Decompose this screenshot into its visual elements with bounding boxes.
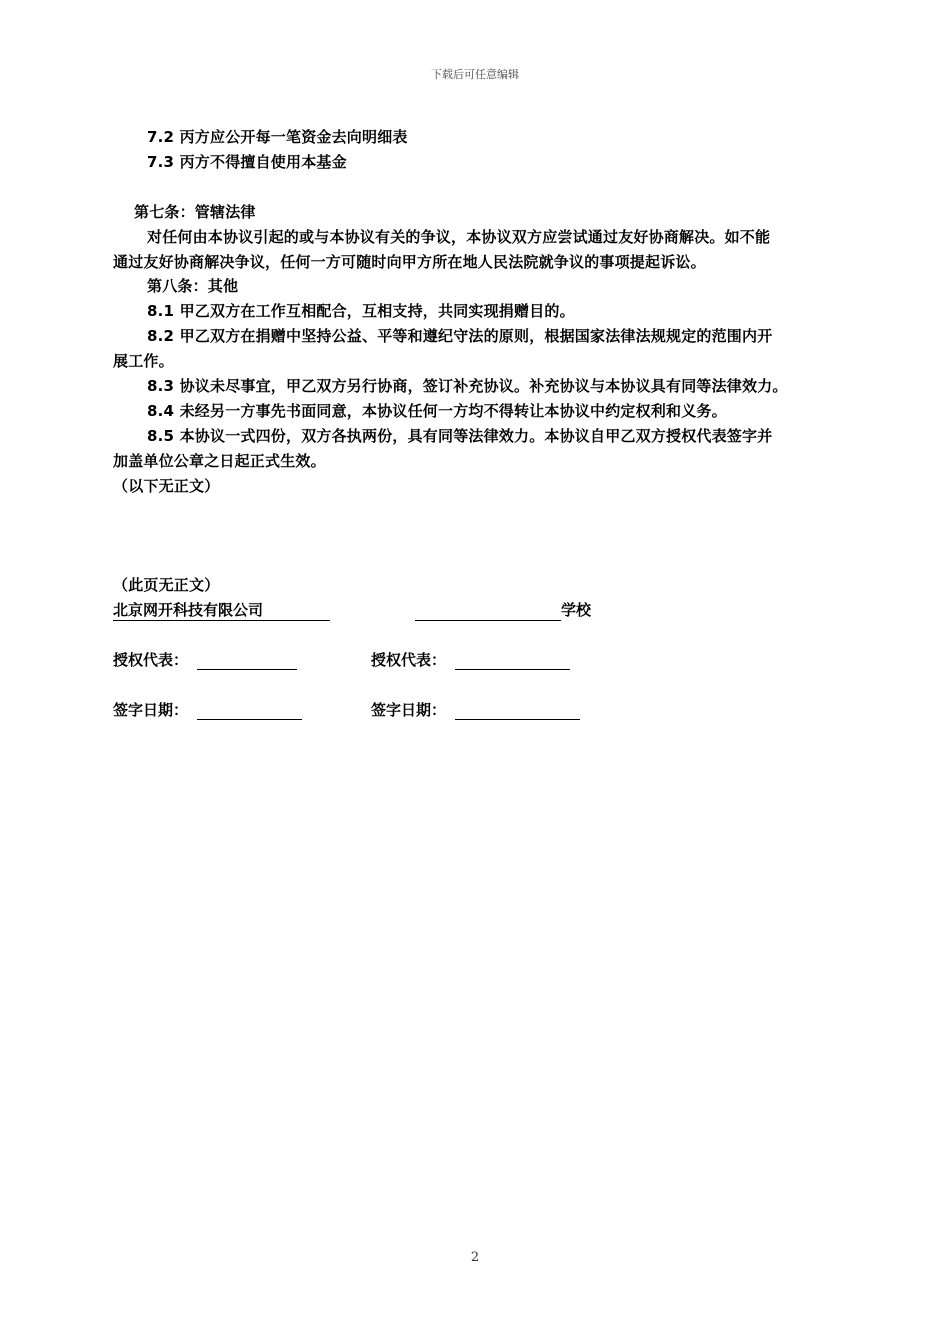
clause-7-2: 7.2 丙方应公开每一笔资金去向明细表 bbox=[147, 128, 408, 146]
party-b-date-label: 签字日期： bbox=[371, 701, 447, 719]
party-a-name: 北京网开科技有限公司 bbox=[113, 601, 264, 619]
no-text-page-note: （此页无正文） bbox=[113, 576, 220, 594]
article-7-paragraph-line1: 对任何由本协议引起的或与本协议有关的争议，本协议双方应尝试通过友好协商解决。如不能 bbox=[147, 228, 771, 246]
clause-8-4: 8.4 未经另一方事先书面同意，本协议任何一方均不得转让本协议中约定权利和义务。 bbox=[147, 402, 727, 420]
page-number: 2 bbox=[470, 1250, 480, 1265]
clause-8-5-line2: 加盖单位公章之日起正式生效。 bbox=[113, 452, 326, 470]
party-b-rep-label: 授权代表： bbox=[371, 651, 447, 669]
party-a-rep-blank bbox=[197, 669, 297, 670]
no-text-below-note: （以下无正文） bbox=[113, 477, 220, 495]
clause-8-1: 8.1 甲乙双方在工作互相配合，互相支持，共同实现捐赠目的。 bbox=[147, 302, 575, 320]
party-b-rep-blank bbox=[455, 669, 570, 670]
party-b-date-blank bbox=[455, 719, 580, 720]
party-a-underline bbox=[113, 620, 330, 621]
clause-8-3: 8.3 协议未尽事宜，甲乙双方另行协商，签订补充协议。补充协议与本协议具有同等法律效力。 bbox=[147, 377, 788, 395]
party-a-date-label: 签字日期： bbox=[113, 701, 189, 719]
party-b-name-blank bbox=[415, 620, 561, 621]
party-b-suffix: 学校 bbox=[561, 601, 592, 619]
page-header: 下载后可任意编辑 bbox=[431, 68, 519, 81]
clause-7-3: 7.3 丙方不得擅自使用本基金 bbox=[147, 153, 347, 171]
article-8-title: 第八条：其他 bbox=[147, 277, 239, 295]
party-a-rep-label: 授权代表： bbox=[113, 651, 189, 669]
article-7-paragraph-line2: 通过友好协商解决争议，任何一方可随时向甲方所在地人民法院就争议的事项提起诉讼。 bbox=[113, 253, 706, 271]
article-7-title: 第七条：管辖法律 bbox=[134, 203, 256, 221]
clause-8-2-line1: 8.2 甲乙双方在捐赠中坚持公益、平等和遵纪守法的原则，根据国家法律法规规定的范围内开 bbox=[147, 327, 773, 345]
clause-8-5-line1: 8.5 本协议一式四份，双方各执两份，具有同等法律效力。本协议自甲乙双方授权代表签字并 bbox=[147, 427, 773, 445]
party-a-date-blank bbox=[197, 719, 302, 720]
clause-8-2-line2: 展工作。 bbox=[113, 352, 174, 370]
